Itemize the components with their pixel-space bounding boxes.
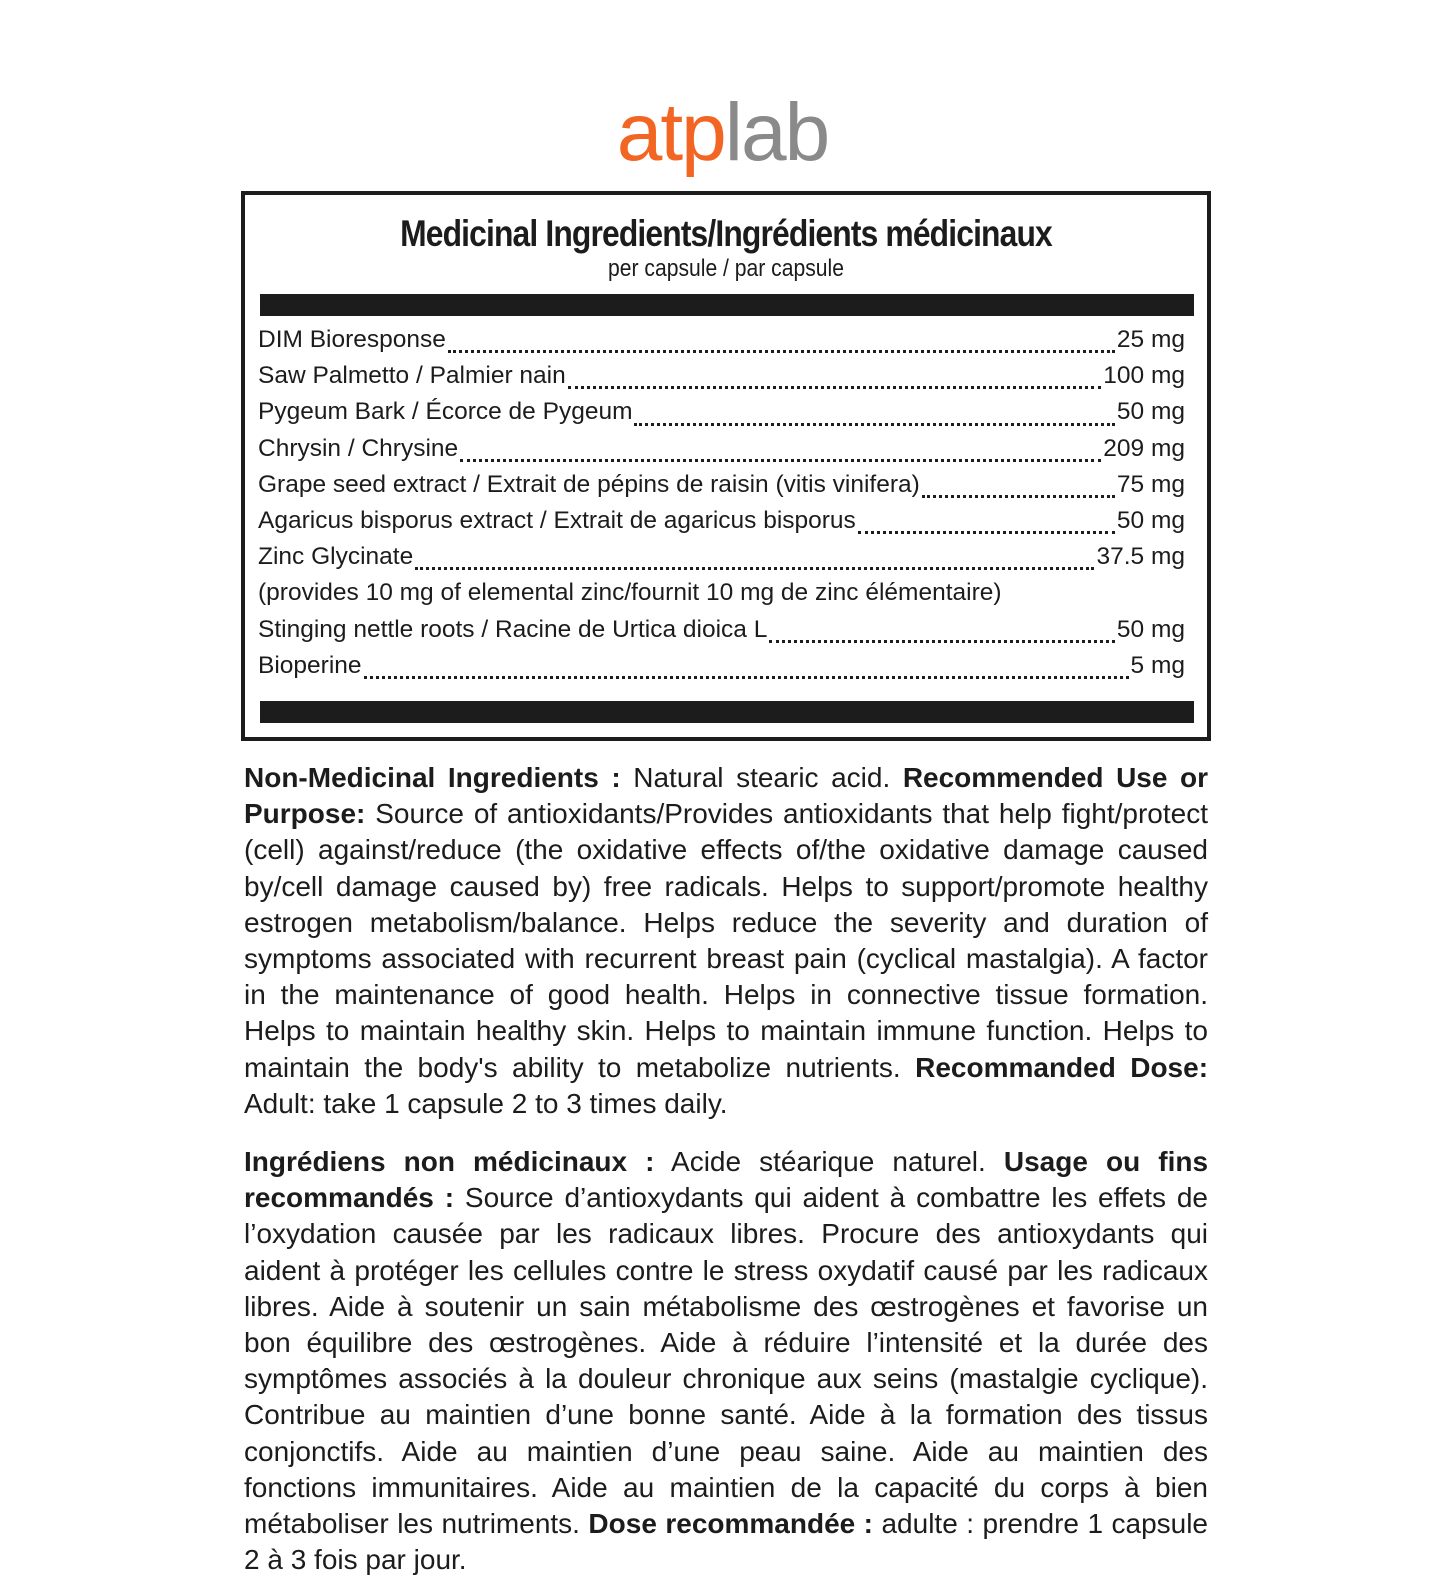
ingredient-row xyxy=(258,435,1185,471)
ingredient-amount: 209 mg xyxy=(1103,434,1185,462)
ingredient-name: Zinc Glycinate xyxy=(258,543,414,571)
ingredient-name: DIM Bioresponse xyxy=(258,326,446,353)
use-text-fr: Source d’antioxydants qui aident à combattre les effets de l’oxydation causée par les radicaux libres. Procure des antioxydants qui aident à protéger les cellules contre le stress oxydatif causé par les radicaux libres. Aide à soutenir un sain métabolisme des œstrogènes et favorise un bon équilibre des œstrogènes. Aide à réduire l’intensité et la durée des symptômes associés à la douleur chronique aux seins (mastalgie cyclique). Contribue au maintien d’une bonne santé. Aide à la formation des tissus conjonctifs. Aide au maintien d’une peau saine. Aide au maintien des fonctions immunitaires. Aide au maintien de la capacité du corps à bien métaboliser les nutriments. xyxy=(244,1182,1209,1540)
ingredient-name: Pygeum Bark / Écorce de Pygeum xyxy=(258,398,633,426)
dose-text-en: Adult: take 1 capsule 2 to 3 times daily. xyxy=(244,1087,728,1119)
ingredient-row xyxy=(258,326,1185,362)
atplab-logo xyxy=(0,87,1445,178)
ingredient-name: Saw Palmetto / Palmier nain xyxy=(258,362,566,390)
medicinal-ingredients-panel xyxy=(241,191,1211,741)
ingredient-amount: 75 mg xyxy=(1116,470,1185,498)
nonmed-text-fr: Acide stéarique naturel. xyxy=(671,1146,986,1177)
use-text-en: Source of antioxidants/Provides antioxidants that help fight/protect (cell) against/reduce (the oxidative effects of/the oxidative damage caused by/cell damage caused by) free radicals. Helps to support/promote healthy estrogen metabolism/balance. Helps reduce the severity and duration of symptoms associated with recurrent breast pain (cyclical mastalgia). A factor in the maintenance of good health. Helps in connective tissue formation. Helps to maintain healthy skin. Helps to maintain immune function. Helps to maintain the body's ability to metabolize nutrients. xyxy=(244,798,1209,1083)
ingredient-row xyxy=(258,616,1185,652)
dot-leader xyxy=(460,459,1101,462)
dot-leader xyxy=(448,350,1115,353)
ingredient-name: Bioperine xyxy=(258,651,362,679)
french-paragraph xyxy=(244,1144,1208,1578)
ingredient-amount: 25 mg xyxy=(1116,326,1185,353)
ingredient-row xyxy=(258,507,1185,543)
dot-leader xyxy=(364,676,1129,679)
dot-leader xyxy=(922,495,1115,498)
ingredient-name: Agaricus bisporus extract / Extrait de agaricus bisporus xyxy=(258,506,856,534)
dot-leader xyxy=(858,531,1115,534)
english-paragraph xyxy=(244,760,1208,1122)
dose-text-fr: adulte : prendre 1 capsule 2 à 3 fois par jour. xyxy=(244,1508,1209,1576)
ingredient-row xyxy=(258,543,1185,579)
ingredient-amount: 50 mg xyxy=(1116,615,1185,643)
ingredient-amount: 5 mg xyxy=(1130,651,1185,679)
ingredient-row xyxy=(258,362,1185,398)
ingredient-row xyxy=(258,652,1185,688)
zinc-note: (provides 10 mg of elemental zinc/fournit 10 mg de zinc élémentaire) xyxy=(258,579,1002,607)
ingredient-name: Chrysin / Chrysine xyxy=(258,434,459,462)
ingredient-name: Stinging nettle roots / Racine de Urtica dioica L xyxy=(258,615,768,643)
ingredient-list xyxy=(258,326,1185,688)
dot-leader xyxy=(415,567,1094,570)
ingredient-row xyxy=(258,398,1185,434)
ingredient-name: Grape seed extract / Extrait de pépins de raisin (vitis vinifera) xyxy=(258,470,920,498)
panel-subtitle: per capsule / par capsule xyxy=(607,255,844,282)
ingredient-row xyxy=(258,471,1185,507)
nonmed-label-en: Non-Medicinal Ingredients : xyxy=(244,762,621,793)
divider-bar-top xyxy=(260,294,1194,316)
dose-label-en: Recommanded Dose: xyxy=(915,1051,1209,1083)
dose-label-fr: Dose recommandée : xyxy=(588,1508,874,1540)
dot-leader xyxy=(769,640,1115,643)
logo-lab: lab xyxy=(724,87,829,178)
use-label-en: Recommended Use or Purpose: xyxy=(244,762,1209,830)
dot-leader xyxy=(634,423,1114,426)
ingredient-amount: 37.5 mg xyxy=(1096,543,1185,571)
dot-leader xyxy=(568,386,1102,389)
ingredient-amount: 50 mg xyxy=(1116,398,1185,426)
panel-title: Medicinal Ingredients/Ingrédients médicinaux xyxy=(400,213,1052,254)
use-label-fr: Usage ou fins recommandés : xyxy=(244,1146,1209,1214)
nonmed-text-en: Natural stearic acid. xyxy=(633,762,891,793)
nonmed-label-fr: Ingrédiens non médicinaux : xyxy=(244,1146,655,1177)
ingredient-amount: 50 mg xyxy=(1116,506,1185,534)
logo-atp: atp xyxy=(616,87,725,178)
divider-bar-bottom xyxy=(260,701,1194,723)
ingredient-amount: 100 mg xyxy=(1103,362,1185,390)
